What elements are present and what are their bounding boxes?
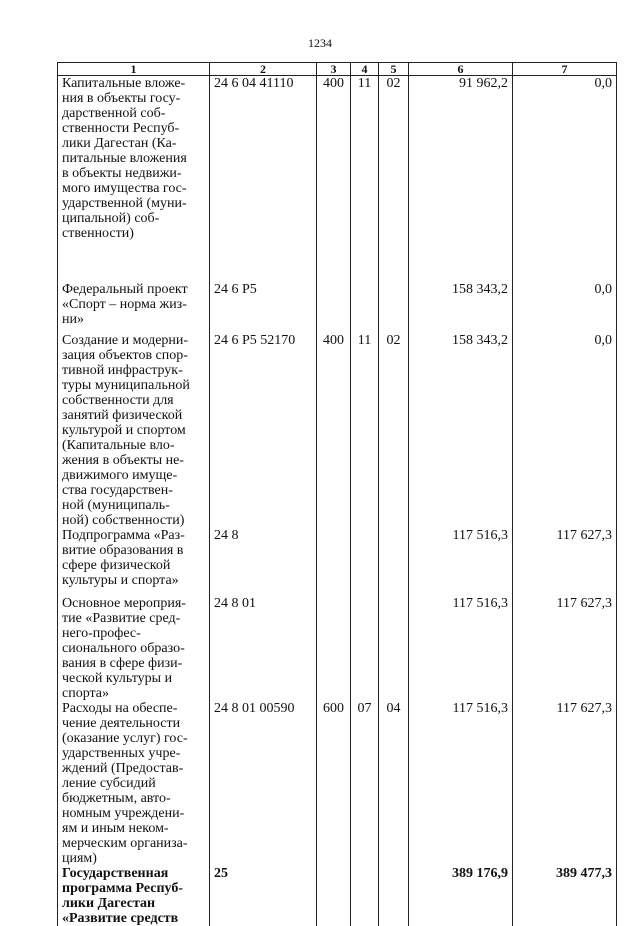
row-col5 xyxy=(379,596,409,701)
column-header: 1 xyxy=(58,63,210,76)
row-col6: 158 343,2 xyxy=(409,333,513,528)
column-header: 2 xyxy=(210,63,317,76)
table-row xyxy=(58,333,617,528)
row-code: 24 8 01 00590 xyxy=(210,701,317,866)
row-name-line: сфере физической xyxy=(62,557,171,573)
table-row xyxy=(58,596,617,701)
row-col4 xyxy=(351,528,379,596)
row-code: 24 8 xyxy=(210,528,317,596)
row-name-line: спорта» xyxy=(62,685,110,701)
row-name-line: лики Дагестан xyxy=(62,895,156,911)
row-name-line: ственности) xyxy=(62,226,134,241)
row-col5: 04 xyxy=(379,701,409,866)
row-col3: 600 xyxy=(317,701,351,866)
row-name-line: тие «Развитие сред- xyxy=(62,610,181,626)
row-name-line: питальные вложения xyxy=(62,151,187,166)
row-name-line: (оказание услуг) гос- xyxy=(62,730,188,746)
row-name-line: ципальной) соб- xyxy=(62,211,160,226)
row-name-line: туры муниципальной xyxy=(62,377,190,393)
header-row xyxy=(58,63,617,76)
row-name-line: ударственной (муни- xyxy=(62,196,187,211)
table-row xyxy=(58,528,617,596)
row-name-line: ям и иным неком- xyxy=(62,820,169,836)
row-col7: 117 627,3 xyxy=(513,528,617,596)
row-col7: 0,0 xyxy=(513,333,617,528)
row-name-line: дарственной соб- xyxy=(62,106,166,121)
row-name-line: витие образования в xyxy=(62,542,184,558)
row-col3 xyxy=(317,282,351,333)
row-col3 xyxy=(317,866,351,926)
table-body xyxy=(58,76,617,926)
column-header: 6 xyxy=(409,63,513,76)
row-name-line: Основное мероприя- xyxy=(62,595,186,611)
row-code: 25 xyxy=(210,866,317,926)
row-name-line: ственности Респуб- xyxy=(62,121,180,136)
row-col5 xyxy=(379,282,409,333)
row-col4 xyxy=(351,596,379,701)
column-header: 3 xyxy=(317,63,351,76)
row-name-line: бюджетным, авто- xyxy=(62,790,171,806)
row-col3: 400 xyxy=(317,333,351,528)
row-col4: 11 xyxy=(351,76,379,282)
row-name-line: в объекты недвижи- xyxy=(62,166,182,181)
row-name-line: Государственная xyxy=(62,865,169,881)
table-row xyxy=(58,866,617,926)
row-name-line: номным учреждени- xyxy=(62,805,185,821)
row-name-line: ческой культуры и xyxy=(62,670,173,686)
row-col6: 158 343,2 xyxy=(409,282,513,333)
row-col3 xyxy=(317,596,351,701)
row-name-line: ства государствен- xyxy=(62,482,173,498)
row-name-line: мерческим организа- xyxy=(62,835,188,851)
row-col4 xyxy=(351,866,379,926)
row-col6: 389 176,9 xyxy=(409,866,513,926)
column-header: 5 xyxy=(379,63,409,76)
row-name-line: сионального образо- xyxy=(62,640,185,656)
row-name xyxy=(58,282,210,333)
row-name-line: циям) xyxy=(62,850,97,866)
row-name-line: чение деятельности xyxy=(62,715,181,731)
row-name-line: занятий физической xyxy=(62,407,183,423)
row-col5 xyxy=(379,866,409,926)
table-row xyxy=(58,282,617,333)
row-col7: 117 627,3 xyxy=(513,701,617,866)
row-name-line: Расходы на обеспе- xyxy=(62,700,178,716)
row-col6: 117 516,3 xyxy=(409,596,513,701)
row-name xyxy=(58,701,210,866)
row-name-line: лики Дагестан (Ка- xyxy=(62,136,177,151)
row-name-line: собственности для xyxy=(62,392,174,408)
row-code: 24 8 01 xyxy=(210,596,317,701)
row-name-line: ной (муниципаль- xyxy=(62,497,170,513)
row-code: 24 6 P5 52170 xyxy=(210,333,317,528)
row-name-line: культурой и спортом xyxy=(62,422,186,438)
row-name-line: (Капитальные вло- xyxy=(62,437,175,453)
row-name-line: Подпрограмма «Раз- xyxy=(62,527,185,543)
budget-table xyxy=(57,62,617,926)
page-number: 1234 xyxy=(308,36,332,50)
row-name-line: ной) собственности) xyxy=(62,512,185,528)
row-name-line: вания в сфере физи- xyxy=(62,655,183,671)
row-name-line: «Спорт – норма жиз- xyxy=(62,296,187,312)
row-col7: 0,0 xyxy=(513,282,617,333)
row-col5: 02 xyxy=(379,76,409,282)
row-code: 24 6 P5 xyxy=(210,282,317,333)
row-name-line: Федеральный проект xyxy=(62,281,188,297)
row-name xyxy=(58,333,210,528)
row-name-line: Капитальные вложе- xyxy=(62,76,186,91)
row-name xyxy=(58,866,210,926)
column-header: 4 xyxy=(351,63,379,76)
row-name-line: Создание и модерни- xyxy=(62,332,189,348)
row-name-line: движимого имуще- xyxy=(62,467,178,483)
row-name-line: программа Респуб- xyxy=(62,880,183,896)
row-name-line: жения в объекты не- xyxy=(62,452,184,468)
row-col3: 400 xyxy=(317,76,351,282)
row-name-line: культуры и спорта» xyxy=(62,572,179,588)
row-col3 xyxy=(317,528,351,596)
row-col7: 389 477,3 xyxy=(513,866,617,926)
row-name-line: тивной инфраструк- xyxy=(62,362,183,378)
row-name-line: ударственных учре- xyxy=(62,745,181,761)
row-col7: 0,0 xyxy=(513,76,617,282)
row-col5 xyxy=(379,528,409,596)
row-name-line: «Развитие средств xyxy=(62,910,179,926)
table-row xyxy=(58,701,617,866)
row-col6: 91 962,2 xyxy=(409,76,513,282)
row-col6: 117 516,3 xyxy=(409,701,513,866)
row-col4: 11 xyxy=(351,333,379,528)
row-code: 24 6 04 41110 xyxy=(210,76,317,282)
row-name xyxy=(58,76,210,282)
row-name-line: ждений (Предостав- xyxy=(62,760,184,776)
row-name xyxy=(58,596,210,701)
row-name-line: мого имущества гос- xyxy=(62,181,187,196)
table-row xyxy=(58,76,617,282)
row-col4 xyxy=(351,282,379,333)
row-col7: 117 627,3 xyxy=(513,596,617,701)
row-name-line: зация объектов спор- xyxy=(62,347,188,363)
column-header: 7 xyxy=(513,63,617,76)
row-name-line: ни» xyxy=(62,311,84,327)
row-name xyxy=(58,528,210,596)
row-col5: 02 xyxy=(379,333,409,528)
row-col6: 117 516,3 xyxy=(409,528,513,596)
row-name-line: ния в объекты госу- xyxy=(62,91,181,106)
row-name-line: него-профес- xyxy=(62,625,141,641)
row-col4: 07 xyxy=(351,701,379,866)
row-name-line: ление субсидий xyxy=(62,775,156,791)
